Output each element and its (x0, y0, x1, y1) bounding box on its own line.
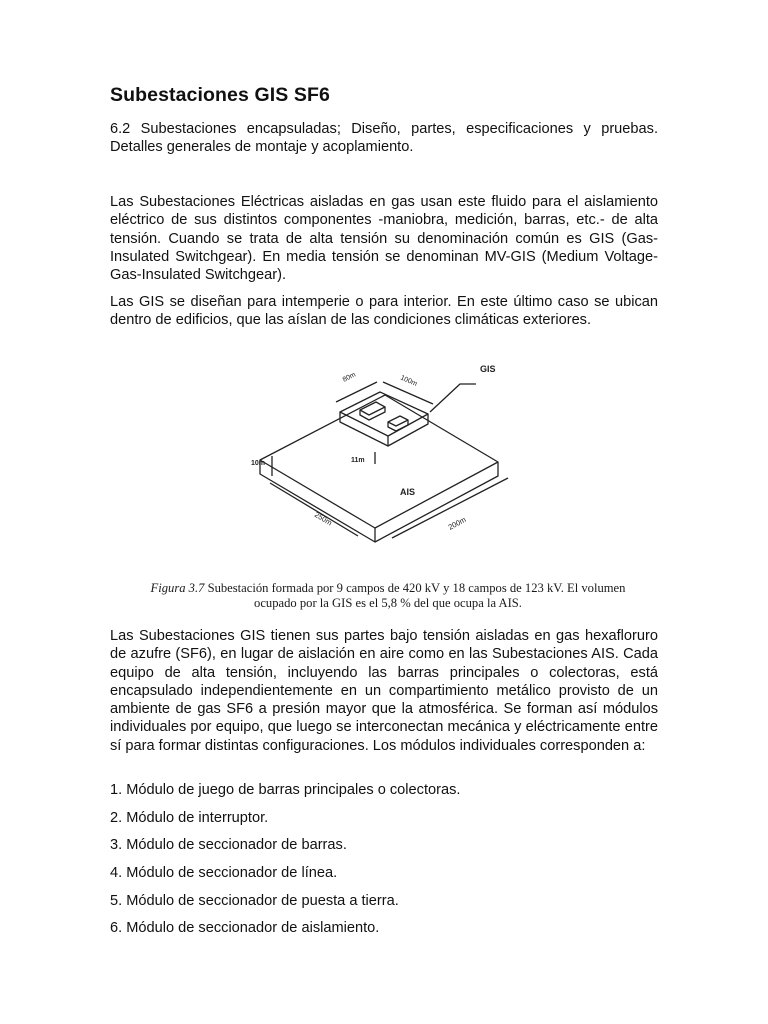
intro-paragraph: Las Subestaciones Eléctricas aisladas en gas usan este fluido para el aislamiento eléctrico de sus distintos componentes -maniobra, medición, barras, etc.- de alta tensión. Cuando se trata de alta tensión su denominación común es GIS (Gas-Insulated Switchgear). En media tensión se denominan MV-GIS (Medium Voltage-Gas-Insulated Switchgear). (110, 194, 658, 284)
dim-line-100m (383, 382, 433, 404)
dim-11m-label: 11m (351, 457, 365, 464)
caption-line-2: ocupado por la GIS es el 5,8 % del que ocupa la AIS. (254, 596, 522, 610)
gis-equipment-1 (360, 402, 385, 415)
dim-80m-label: 80m (341, 371, 358, 384)
substation-figure (240, 352, 540, 576)
modules-paragraph: Las Subestaciones GIS tienen sus partes bajo tensión aisladas en gas hexafloruro de azufre (SF6), en lugar de aislación en aire como en las Subestaciones AIS. Cada equipo de alta tensión, incluyendo las barras principales o colectoras, está encapsulado independientemente en un compartimiento metálico provisto de un ambiente de gas SF6 a presión mayor que la atmosférica. Se forman así módulos individuales por equipo, que luego se interconectan mecánica y eléctricamente entre sí para formar distintas configuraciones. Los módulos individuales corresponden a: (110, 628, 658, 754)
list-item: 4. Módulo de seccionador de línea. (110, 865, 338, 882)
gis-label: GIS (480, 364, 496, 374)
subtitle-paragraph: 6.2 Subestaciones encapsuladas; Diseño, partes, especificaciones y pruebas. Detalles generales de montaje y acoplamiento. (110, 121, 658, 156)
list-item: 6. Módulo de seccionador de aislamiento. (110, 920, 380, 937)
installation-paragraph: Las GIS se diseñan para intemperie o para interior. En este último caso se ubican dentro de edificios, que las aíslan de las condiciones climáticas exteriores. (110, 294, 658, 329)
dim-line-80m (336, 382, 377, 402)
list-item: 3. Módulo de seccionador de barras. (110, 837, 347, 854)
gis-building-top (340, 392, 428, 436)
list-item: 5. Módulo de seccionador de puesta a tierra. (110, 892, 399, 909)
gis-equipment-2 (388, 416, 408, 426)
dim-250m-label: 250m (312, 509, 334, 528)
caption-line-1: Subestación formada por 9 campos de 420 kV y 18 campos de 123 kV. El volumen (207, 581, 626, 595)
dim-10m-label: 10m (251, 460, 266, 467)
modules-list (110, 781, 658, 947)
dim-200m-label: 200m (446, 515, 468, 532)
substation-diagram (240, 352, 540, 576)
dim-100m-label: 100m (399, 374, 419, 388)
list-item: 2. Módulo de interruptor. (110, 809, 269, 826)
page-title: Subestaciones GIS SF6 (110, 84, 330, 106)
list-item: 1. Módulo de juego de barras principales o colectoras. (110, 782, 461, 798)
caption-label: Figura 3.7 (150, 581, 205, 595)
gis-leader-line (430, 384, 476, 412)
figure-caption (128, 581, 648, 611)
ais-label: AIS (400, 487, 416, 497)
